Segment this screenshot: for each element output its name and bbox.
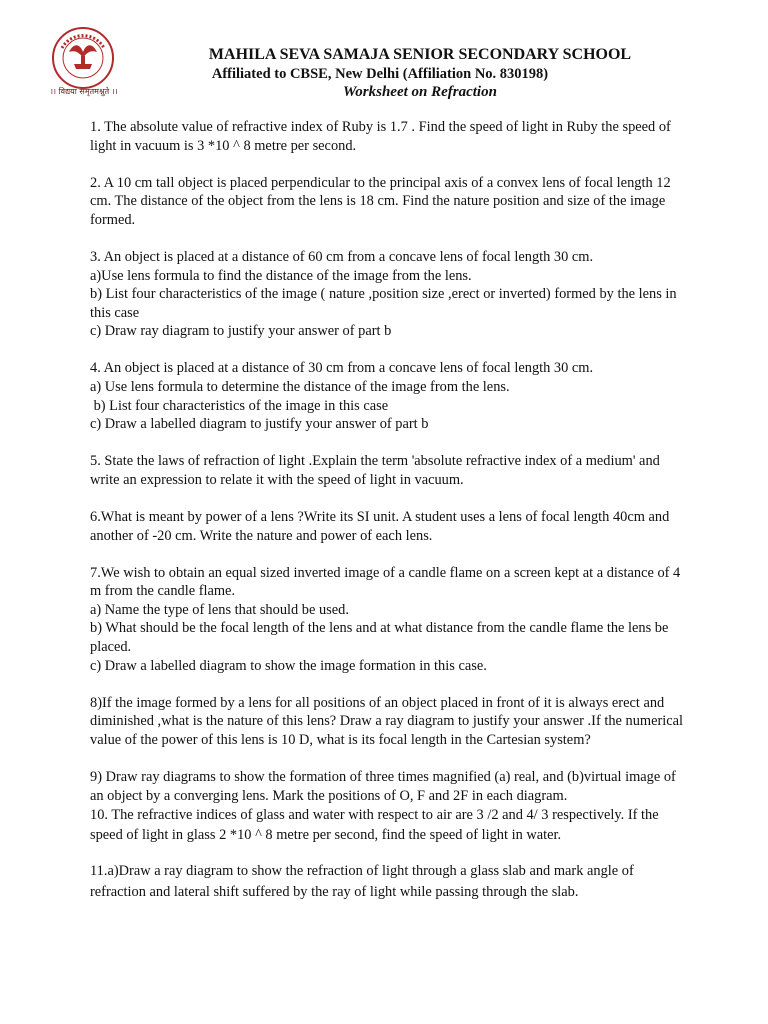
question-2 — [90, 174, 690, 230]
question-part-c: c) Draw a labelled diagram to justify your answer of part b — [90, 416, 429, 433]
question-5 — [90, 452, 690, 489]
question-text: 3. An object is placed at a distance of 60 cm from a concave lens of focal length 30 cm. — [90, 248, 594, 265]
question-7 — [90, 564, 690, 676]
question-part-a: a) Use lens formula to determine the distance of the image from the lens. — [90, 379, 510, 396]
question-text: 2. A 10 cm tall object is placed perpendicular to the principal axis of a convex lens of focal length 12 cm. The distance of the object from the lens is 18 cm. Find the nature position and size of the image formed. — [90, 174, 671, 228]
question-text: 8)If the image formed by a lens for all positions of an object placed in front of it is always erect and diminished ,what is the nature of this lens? Draw a ray diagram to justify your answer .If the numerical value of the power of this lens is 10 D, what is its focal length in the Cartesian system? — [90, 694, 684, 748]
question-list — [90, 118, 690, 922]
question-part-b: b) List four characteristics of the image in this case — [90, 397, 389, 414]
question-11 — [90, 861, 690, 903]
question-text: 4. An object is placed at a distance of 30 cm from a concave lens of focal length 30 cm. — [90, 360, 594, 377]
question-10-text: 10. The refractive indices of glass and water with respect to air are 3 /2 and 4/ 3 respectively. If the speed of light in glass 2 *10 ^ 8 metre per second, find the speed of light in water. — [90, 807, 659, 844]
question-9-10 — [90, 768, 690, 845]
question-text: 11.a)Draw a ray diagram to show the refraction of light through a glass slab and mark angle of refraction and lateral shift suffered by the ray of light while passing through the slab. — [90, 863, 634, 901]
document-header — [120, 45, 720, 102]
question-part-b: b) What should be the focal length of the lens and at what distance from the candle flame the lens be placed. — [90, 620, 669, 656]
question-6 — [90, 508, 690, 545]
question-9-text: 9) Draw ray diagrams to show the formation of three times magnified (a) real, and (b)virtual image of an object by a converging lens. Mark the positions of O, F and 2F in each diagram. — [90, 769, 676, 804]
question-text: 1. The absolute value of refractive index of Ruby is 1.7 . Find the speed of light in Ruby the speed of light in vacuum is 3 *10 ^ 8 metre per second. — [90, 119, 671, 154]
worksheet-title: Worksheet on Refraction — [343, 84, 497, 100]
question-8 — [90, 694, 690, 750]
affiliation-line: Affiliated to CBSE, New Delhi (Affiliation No. 830198) — [211, 66, 549, 82]
question-part-a: a)Use lens formula to find the distance of the image from the lens. — [90, 267, 472, 284]
question-text: 6.What is meant by power of a lens ?Write its SI unit. A student uses a lens of focal length 40cm and another of -20 cm. Write the nature and power of each lens. — [90, 509, 670, 544]
question-text: 5. State the laws of refraction of light .Explain the term 'absolute refractive index of a medium' and write an expression to relate it with the speed of light in vacuum. — [90, 453, 660, 488]
question-4 — [90, 359, 690, 433]
question-part-b: b) List four characteristics of the image ( nature ,position size ,erect or inverted) formed by the lens in this case — [90, 286, 677, 321]
question-3 — [90, 248, 690, 341]
question-part-a: a) Name the type of lens that should be used. — [90, 601, 349, 618]
school-name: MAHILA SEVA SAMAJA SENIOR SECONDARY SCHOOL — [208, 46, 632, 63]
question-text: 7.We wish to obtain an equal sized inverted image of a candle flame on a screen kept at a distance of 4 m from the candle flame. — [90, 564, 681, 600]
question-part-c: c) Draw a labelled diagram to show the image formation in this case. — [90, 657, 487, 674]
question-part-c: c) Draw ray diagram to justify your answer of part b — [90, 323, 392, 340]
logo-motto: ।। विद्यया समृतमश्नुते ।। — [50, 87, 118, 96]
question-1 — [90, 118, 690, 155]
